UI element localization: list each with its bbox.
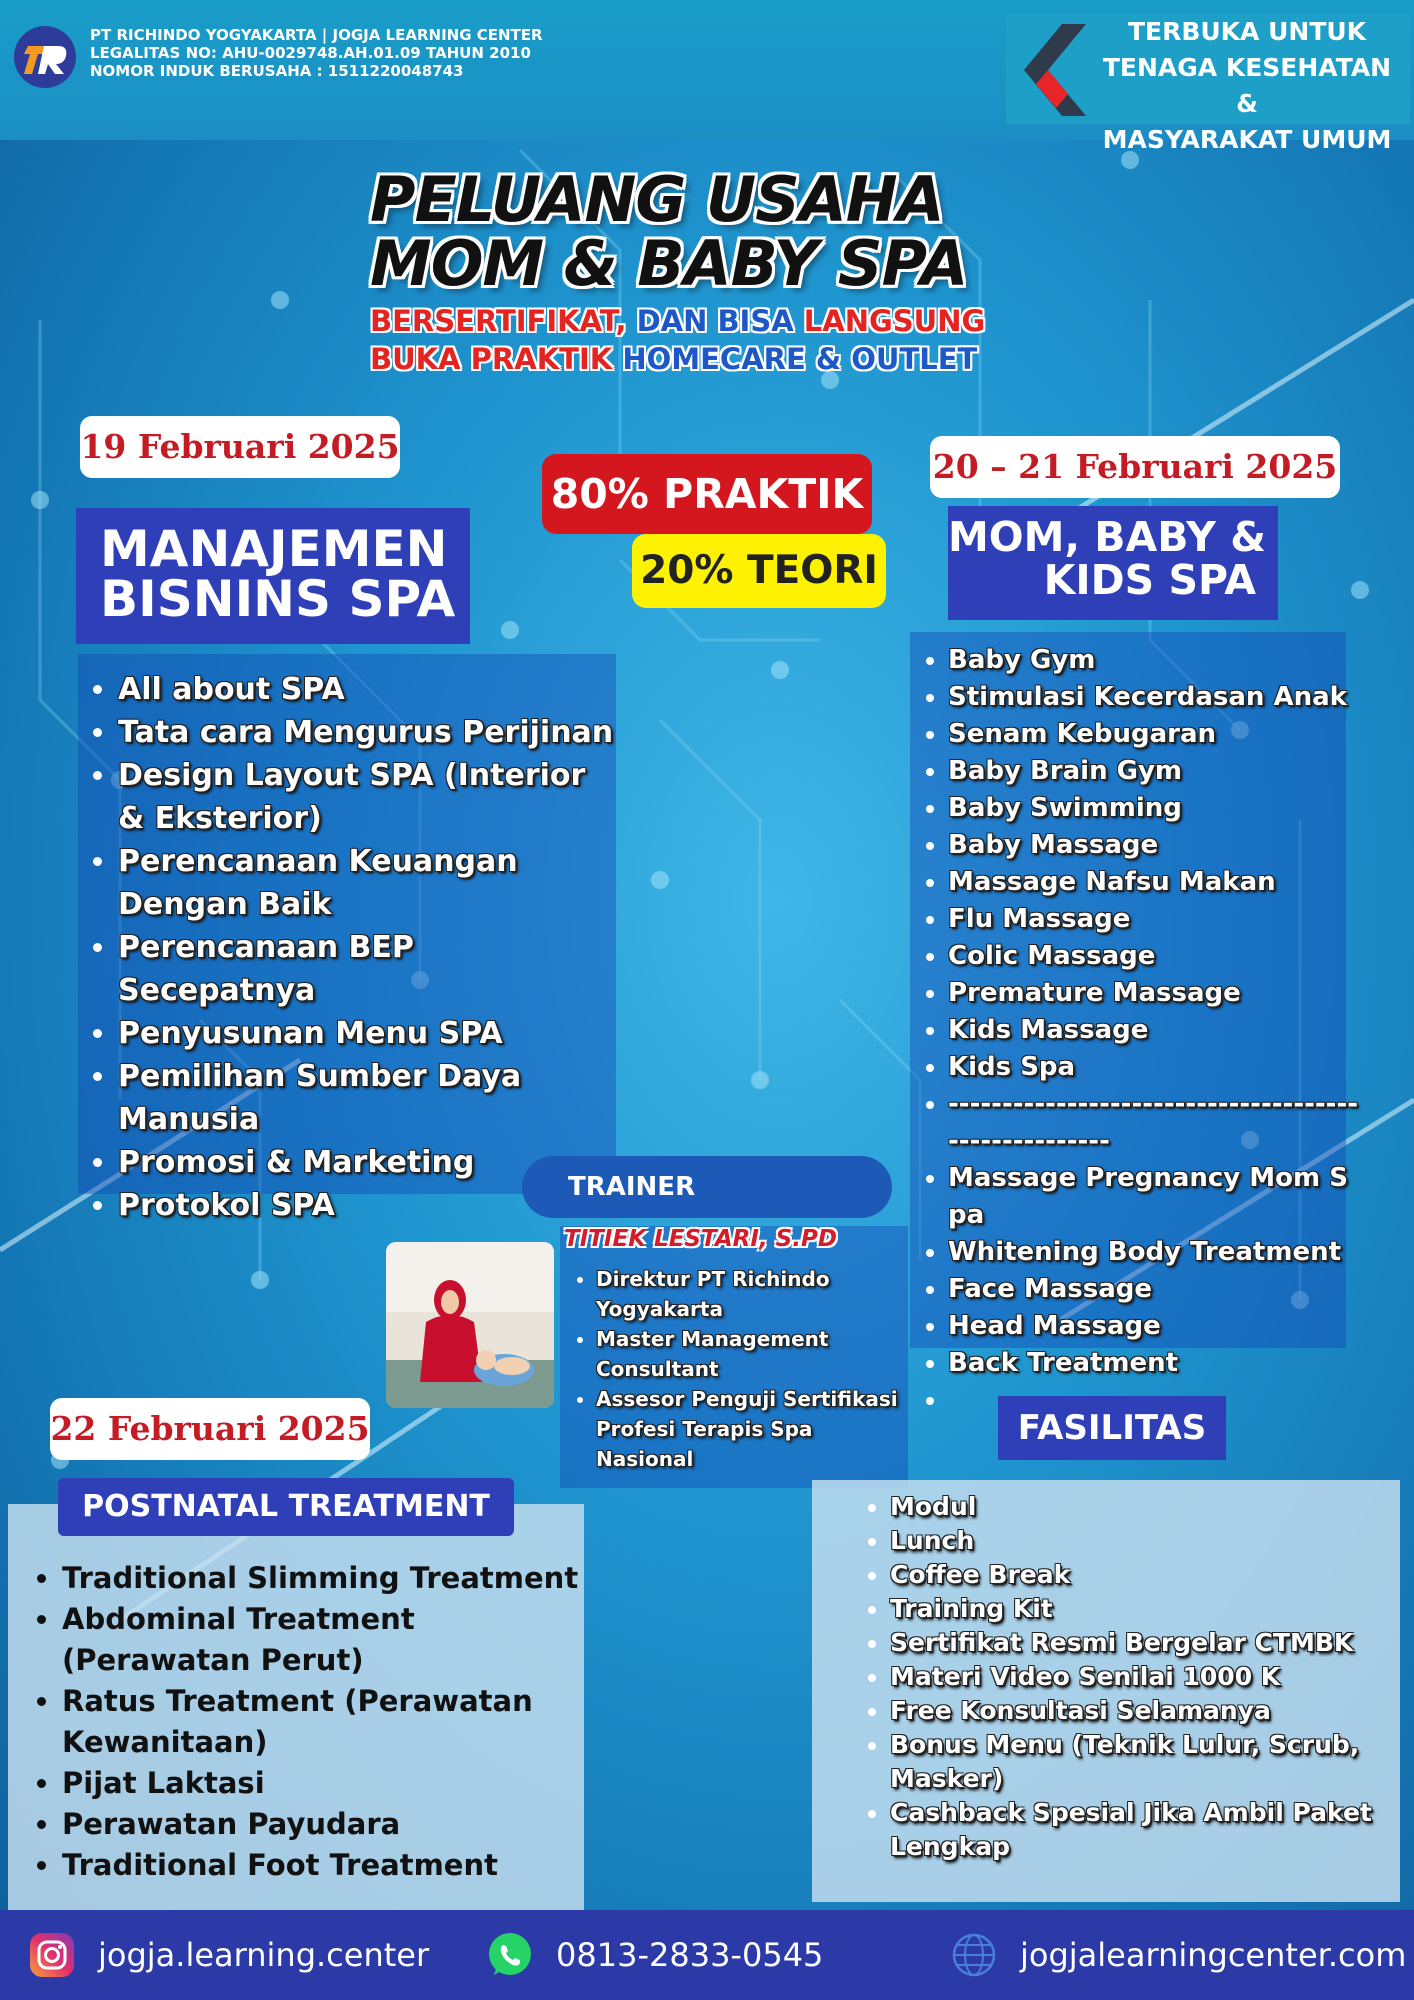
open-for-line-2: TENAGA KESEHATAN & xyxy=(1102,53,1392,118)
day1-topic-item: • All about SPA xyxy=(118,668,616,711)
day1-title-line-2: BISNINS SPA xyxy=(100,570,456,628)
theory-badge: 20% TEORI xyxy=(632,534,886,608)
day1-topic-item: • Perencanaan Keuangan Dengan Baik xyxy=(118,840,616,926)
day2-topic-item: • Kids Massage xyxy=(948,1012,1360,1049)
day3-topic-list xyxy=(28,1558,584,1886)
day1-topic-item: • Protokol SPA xyxy=(118,1184,616,1227)
day2-topic-item: • Flu Massage xyxy=(948,901,1360,938)
facilities-list xyxy=(860,1490,1400,1864)
trainer-photo xyxy=(386,1242,554,1408)
company-business-id: NOMOR INDUK BERUSAHA : 1511220048743 xyxy=(90,62,464,80)
day2-topic-item: • Whitening Body Treatment xyxy=(948,1234,1360,1271)
trainer-name: TITIEK LESTARI, S.PD xyxy=(564,1226,837,1252)
whatsapp-icon xyxy=(486,1931,534,1979)
practice-badge: 80% PRAKTIK xyxy=(542,454,872,534)
day3-topic-item: • Pijat Laktasi xyxy=(62,1763,584,1804)
facilities-title: FASILITAS xyxy=(998,1396,1226,1460)
day2-topic-item: • Massage Pregnancy Mom Spa xyxy=(948,1160,1360,1234)
facility-item: • Bonus Menu (Teknik Lulur, Scrub, Masker) xyxy=(890,1728,1400,1796)
facility-item: • Cashback Spesial Jika Ambil Paket Lengkap xyxy=(890,1796,1400,1864)
day2-topic-item: • Baby Massage xyxy=(948,827,1360,864)
day1-topic-item: • Pemilihan Sumber Daya Manusia xyxy=(118,1055,616,1141)
headline-title-line-2: MOM & BABY SPA xyxy=(370,227,968,300)
facility-item: • Training Kit xyxy=(890,1592,1400,1626)
facility-item: • Materi Video Senilai 1000 K xyxy=(890,1660,1400,1694)
day1-title-line-1: MANAJEMEN xyxy=(100,520,448,578)
day3-topic-item: • Ratus Treatment (Perawatan Kewanitaan) xyxy=(62,1681,584,1763)
day2-topic-item: • Back Treatment xyxy=(948,1345,1360,1382)
globe-icon xyxy=(950,1931,998,1979)
headline-subtitle-line-2 xyxy=(370,340,1010,378)
footer-website[interactable] xyxy=(950,1910,1406,2000)
day2-topic-item: • Baby Swimming xyxy=(948,790,1360,827)
trainer-label: TRAINER xyxy=(522,1156,892,1218)
day2-topic-item: • Face Massage xyxy=(948,1271,1360,1308)
subtitle-certified: BERSERTIFIKAT, xyxy=(370,304,627,338)
website-url: jogjalearningcenter.com xyxy=(1020,1936,1407,1974)
headline-subtitle-line-1 xyxy=(370,302,1010,340)
day1-date: 19 Februari 2025 xyxy=(80,416,400,478)
footer-whatsapp[interactable] xyxy=(486,1910,823,2000)
instagram-handle: jogja.learning.center xyxy=(98,1936,430,1974)
richindo-logo-icon xyxy=(14,26,76,88)
day1-topic-item: • Promosi & Marketing xyxy=(118,1141,616,1184)
facility-item: • Modul xyxy=(890,1490,1400,1524)
facility-item: • Sertifikat Resmi Bergelar CTMBK xyxy=(890,1626,1400,1660)
day1-topic-item: • Design Layout SPA (Interior & Eksterior) xyxy=(118,754,616,840)
day1-section-title xyxy=(76,508,470,644)
trainer-credential-item: • Direktur PT Richindo Yogyakarta xyxy=(596,1264,906,1324)
day2-title-line-2: KIDS SPA xyxy=(1043,556,1256,604)
facility-item: • Lunch xyxy=(890,1524,1400,1558)
company-info xyxy=(90,26,543,80)
day2-topic-item: • Colic Massage xyxy=(948,938,1360,975)
footer-instagram[interactable] xyxy=(28,1910,429,2000)
open-for-line-3: MASYARAKAT UMUM xyxy=(1102,125,1392,154)
day2-topic-list xyxy=(910,642,1360,1419)
day2-topic-item: • Senam Kebugaran xyxy=(948,716,1360,753)
instagram-icon xyxy=(28,1931,76,1979)
whatsapp-number: 0813-2833-0545 xyxy=(556,1936,824,1974)
day2-topic-item: • Stimulasi Kecerdasan Anak xyxy=(948,679,1360,716)
day2-topic-item: • Premature Massage xyxy=(948,975,1360,1012)
day2-section-title xyxy=(948,506,1278,620)
facility-item: • Coffee Break xyxy=(890,1558,1400,1592)
day3-topic-item: • Traditional Slimming Treatment xyxy=(62,1558,584,1599)
day2-topic-item: • ----------------------------------------------------- xyxy=(948,1086,1360,1160)
day1-topic-item: • Tata cara Mengurus Perijinan xyxy=(118,711,616,754)
headline xyxy=(370,163,1010,378)
subtitle-homecare-outlet: HOMECARE & OUTLET xyxy=(612,342,978,376)
company-legal-number: LEGALITAS NO: AHU-0029748.AH.01.09 TAHUN 2010 xyxy=(90,44,531,62)
day2-topic-item: • Baby Brain Gym xyxy=(948,753,1360,790)
trainer-credential-item: • Master Management Consultant xyxy=(596,1324,906,1384)
subtitle-open-practice: BUKA PRAKTIK xyxy=(370,342,613,376)
company-name: PT RICHINDO YOGYAKARTA | JOGJA LEARNING CENTER xyxy=(90,26,543,44)
day3-date: 22 Februari 2025 xyxy=(50,1398,370,1460)
subtitle-directly: LANGSUNG xyxy=(803,304,986,338)
open-for-notice xyxy=(1088,14,1406,158)
open-for-line-1: TERBUKA UNTUK xyxy=(1127,17,1367,46)
day1-topic-item: • Penyusunan Menu SPA xyxy=(118,1012,616,1055)
day3-topic-item: • Traditional Foot Treatment xyxy=(62,1845,584,1886)
day2-date: 20 – 21 Februari 2025 xyxy=(930,436,1340,498)
day2-title-line-1: MOM, BABY & xyxy=(948,513,1267,561)
trainer-credentials xyxy=(566,1264,906,1474)
subtitle-can: DAN BISA xyxy=(626,304,804,338)
day2-topic-item: • Head Massage xyxy=(948,1308,1360,1345)
day3-topic-item: • Abdominal Treatment (Perawatan Perut) xyxy=(62,1599,584,1681)
facility-item: • Free Konsultasi Selamanya xyxy=(890,1694,1400,1728)
day1-topic-item: • Perencanaan BEP Secepatnya xyxy=(118,926,616,1012)
day2-topic-item: • Kids Spa xyxy=(948,1049,1360,1086)
day2-topic-item: • Baby Gym xyxy=(948,642,1360,679)
day3-topic-item: • Perawatan Payudara xyxy=(62,1804,584,1845)
headline-title-line-1: PELUANG USAHA xyxy=(370,163,944,236)
day2-topic-item: • Massage Nafsu Makan xyxy=(948,864,1360,901)
day3-section-title: POSTNATAL TREATMENT xyxy=(58,1478,514,1536)
day1-topic-list xyxy=(80,668,616,1227)
trainer-credential-item: • Assesor Penguji Sertifikasi Profesi Terapis Spa Nasional xyxy=(596,1384,906,1474)
